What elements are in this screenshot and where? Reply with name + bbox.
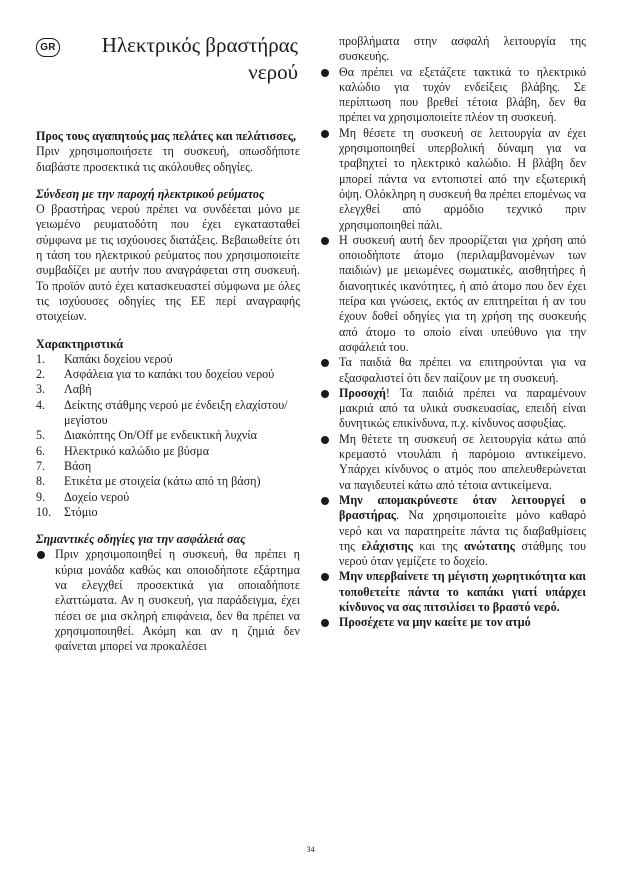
bullet-icon — [320, 615, 339, 630]
bullet-text: Θα πρέπει να εξετάζετε τακτικά το ηλεκτρικό καλώδιο για τυχόν ενδείξεις βλάβης. Σε περίπτωση που βρεθεί τέτοια βλάβη, δεν θα πρέπει να χρησιμοποιείτε πλέον τη συσκευή. — [339, 64, 586, 125]
bullet-icon — [320, 569, 339, 615]
bold-phrase: Μην απομακρύνεστε όταν λειτουργεί ο βραστήρας — [339, 492, 586, 523]
bullet-text: Η συσκευή αυτή δεν προορίζεται για χρήση από οποιοδήποτε άτομο (περιλαμβανομένων των παιδιών) με μειωμένες σωματικές, αισθητήρες ή διανοητικές ικανότητες, ή από άτομο που δεν έχει πείρα και γνώσεις, εκτός αν επιτηρείται ή αν του έχουν δοθεί οδηγίες για τη χρήση της συσκευής από άτομο το οποίο είναι υπεύθυνο για την ασφάλειά του. — [339, 232, 586, 354]
bullet-text: Μην υπερβαίνετε τη μέγιστη χωρητικότητα και τοποθετείτε πάντα το καπάκι γιατί υπάρχει κίνδυνος να σας πιτσιλίσει το βραστό νερό. — [339, 569, 586, 614]
list-item — [36, 490, 300, 505]
bold-phrase: ελάχιστης — [361, 538, 413, 553]
power-section — [36, 187, 300, 325]
bullet-icon — [320, 386, 339, 432]
item-number: 10. — [36, 504, 52, 519]
list-item — [320, 233, 586, 355]
power-text: Ο βραστήρας νερού πρέπει να συνδέεται μόνο με γειωμένο ρευματοδότη που έχει εγκατασταθεί σύμφωνα με τις ισχύουσες διατάξεις. Βεβαιωθείτε ότι η τάση του ηλεκτρικού ρεύματος που χρησιμοποιείτε συμβαδίζει με αυτήν που αναγράφεται στη συσκευή. Το προϊόν αυτό έχει κατασκευαστεί σύμφωνα με όλες τις ισχύουσες οδηγίες της ΕΕ περί αναγραφής στοιχείων. — [36, 202, 300, 324]
item-text: Στόμιο — [64, 504, 98, 519]
page-number: 34 — [306, 845, 315, 854]
features-section — [36, 337, 300, 521]
list-item — [320, 615, 586, 630]
item-number: 9. — [36, 489, 46, 504]
item-number: 4. — [36, 397, 46, 412]
bullet-text — [339, 493, 586, 569]
intro-section — [36, 129, 300, 175]
bullet-text: Πριν χρησιμοποιηθεί η συσκευή, θα πρέπει η κύρια μονάδα καθώς και οποιοδήποτε εξάρτημα να ελεγχθεί προσεκτικά για οποιαδήποτε ελαττώματα. Αν η συσκευή, για παράδειγμα, έχει πέσει σε μια σκληρή επιφάνεια, δεν θα πρέπει να χρησιμοποιηθεί. Ακόμη και αν η ζημιά δεν φαίνεται μπορεί να προκαλέσει — [55, 547, 300, 654]
item-number: 2. — [36, 367, 46, 382]
title-line-1: Ηλεκτρικός βραστήρας — [101, 33, 298, 57]
list-item — [320, 569, 586, 615]
item-number: 1. — [36, 351, 46, 366]
page-title — [90, 32, 298, 86]
list-item — [320, 126, 586, 233]
item-text: Δείκτης στάθμης νερού με ένδειξη ελαχίστου/μεγίστου — [64, 397, 288, 428]
safety-list — [320, 65, 586, 631]
bullet-text — [339, 386, 586, 432]
item-text: Ασφάλεια για το καπάκι του δοχείου νερού — [64, 367, 275, 382]
list-item — [36, 505, 300, 520]
language-badge: GR — [36, 38, 60, 57]
bullet-icon — [36, 547, 55, 654]
bullet-text: Προσέχετε να μην καείτε με τον ατμό — [339, 615, 531, 630]
item-number: 5. — [36, 428, 46, 443]
list-item — [36, 428, 300, 443]
bullet-icon — [320, 355, 339, 386]
list-item — [320, 493, 586, 569]
right-column — [320, 34, 586, 631]
bullet-icon — [320, 65, 339, 126]
item-number: 7. — [36, 458, 46, 473]
intro-heading: Προς τους αγαπητούς μας πελάτες και πελάτισσες, — [36, 129, 296, 143]
item-text: Καπάκι δοχείου νερού — [64, 351, 173, 366]
bullet-text: Μη θέσετε τη συσκευή σε λειτουργία αν έχει χρησιμοποιηθεί υπερβολική δύναμη για να τραβηχτεί το ηλεκτρικό καλώδιο. Η βλάβη δεν μπορεί πάντα να εντοπιστεί από την εξωτερική όψη. Ολόκληρη η συσκευή θα πρέπει επομένως να ελεγχθεί από αρμόδιο τεχνικό πριν χρησιμοποιηθεί πάλι. — [339, 125, 586, 232]
list-item — [320, 65, 586, 126]
list-item — [36, 352, 300, 367]
text-fragment: . Να χρησιμοποιείτε μόνο καθαρό νερό και να παρατηρείτε πάντα τις διαβαθμίσεις της — [339, 508, 586, 553]
bullet-icon — [320, 493, 339, 569]
safety-heading: Σημαντικές οδηγίες για την ασφάλειά σας — [36, 532, 246, 547]
features-list — [36, 352, 300, 520]
list-item — [36, 398, 300, 429]
item-text: Βάση — [64, 458, 92, 473]
item-number: 6. — [36, 443, 46, 458]
list-item — [36, 459, 300, 474]
list-item — [36, 474, 300, 489]
intro-text: Πριν χρησιμοποιήσετε τη συσκευή, οπωσδήποτε διαβάστε προσεκτικά τις ακόλουθες οδηγίες. — [36, 144, 300, 174]
item-text: Διακόπτης On/Off με ενδεικτική λυχνία — [64, 428, 257, 443]
text-fragment: στάθμης του νερού όταν γεμίζετε το δοχείο. — [339, 538, 586, 569]
list-item — [320, 355, 586, 386]
features-heading: Χαρακτηριστικά — [36, 336, 124, 351]
item-number: 8. — [36, 474, 46, 489]
item-text: Λαβή — [64, 382, 92, 397]
left-column — [36, 129, 300, 667]
list-item — [320, 432, 586, 493]
warning-label: Προσοχή — [339, 385, 386, 400]
item-text: Ηλεκτρικό καλώδιο με βύσμα — [64, 443, 210, 458]
safety-section — [36, 532, 300, 654]
power-heading: Σύνδεση με την παροχή ηλεκτρικού ρεύματος — [36, 186, 265, 201]
bullet-icon — [320, 126, 339, 233]
bullet-continuation: προβλήματα στην ασφαλή λειτουργία της συσκευής. — [339, 34, 586, 64]
list-item — [320, 386, 586, 432]
bold-phrase: ανώτατης — [464, 538, 515, 553]
item-text: Ετικέτα με στοιχεία (κάτω από τη βάση) — [64, 474, 261, 489]
safety-list-start — [36, 547, 300, 654]
bullet-icon — [320, 432, 339, 493]
bullet-text: Μη θέτετε τη συσκευή σε λειτουργία κάτω από κρεμαστό ντουλάπι ή παρόμοιο αντικείμενο. Υπάρχει κίνδυνος ο ατμός που απελευθερώνεται να παγιδευτεί κάτω από τέτοια αντικείμενα. — [339, 431, 586, 492]
list-item — [36, 444, 300, 459]
bullet-icon — [320, 233, 339, 355]
bullet-text: Τα παιδιά θα πρέπει να επιτηρούνται για να εξασφαλιστεί ότι δεν παίζουν με τη συσκευή. — [339, 355, 586, 385]
list-item — [36, 382, 300, 397]
warning-text: ! Τα παιδιά πρέπει να παραμένουν μακριά από τα υλικά συσκευασίας, επειδή είναι δυνητικώς επικίνδυνα, π.χ. κίνδυνος ασφυξίας. — [339, 385, 586, 431]
text-fragment: και της — [412, 538, 465, 553]
title-line-2: νερού — [248, 60, 298, 84]
item-number: 3. — [36, 382, 46, 397]
list-item — [36, 367, 300, 382]
item-text: Δοχείο νερού — [64, 489, 130, 504]
list-item — [36, 547, 300, 654]
